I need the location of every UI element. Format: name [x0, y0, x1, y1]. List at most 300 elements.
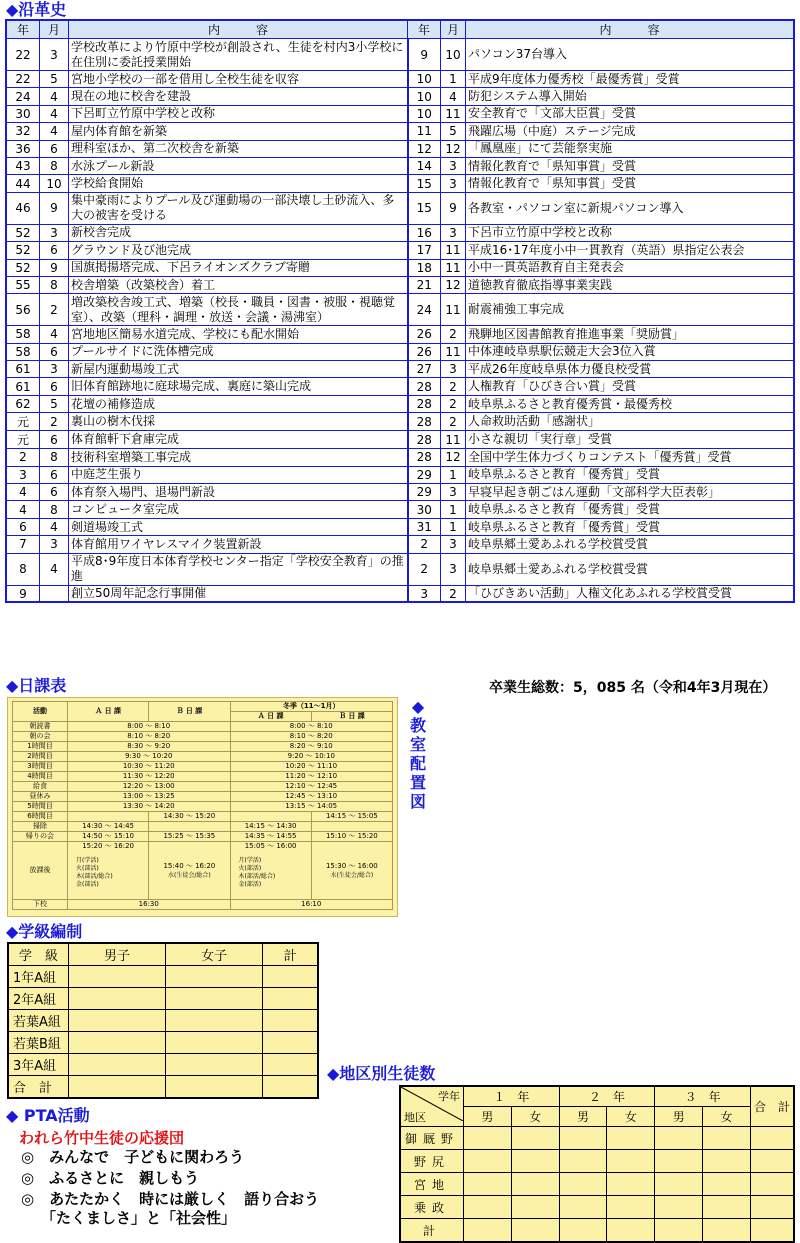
history-content: 校舎増築（改築校舎）着工 — [69, 276, 408, 293]
history-content: 剣道場竣工式 — [69, 518, 408, 535]
schedule-row — [13, 802, 393, 812]
district-count-cell — [511, 1219, 559, 1243]
sub-3: 女 — [607, 1107, 655, 1127]
history-year-2: 30 — [408, 501, 441, 518]
sch-after-act: 放課後 — [13, 842, 68, 900]
sch-activity: 昼休み — [13, 792, 68, 802]
history-year-2: 28 — [408, 378, 441, 395]
history-month-2: 4 — [441, 88, 466, 105]
sch-time-winter: 12:45 ～ 13:10 — [230, 792, 393, 802]
history-content: 理科室ほか、第二次校舎を新築 — [69, 140, 408, 157]
history-year: 52 — [6, 259, 40, 276]
district-count-cell — [703, 1196, 751, 1219]
district-count-cell — [751, 1150, 795, 1173]
history-month: 4 — [40, 326, 69, 343]
history-year-2: 10 — [408, 71, 441, 88]
history-month: 6 — [40, 140, 69, 157]
district-count-cell — [511, 1173, 559, 1196]
sch-h-wa: Ａ 日 課 — [230, 712, 311, 722]
sch-after-wa-l2: 木(部活/総合) — [238, 873, 276, 880]
history-month: 10 — [40, 175, 69, 192]
history-row — [6, 553, 794, 585]
history-month: 3 — [40, 361, 69, 378]
history-row — [6, 413, 794, 431]
cls-h3: 計 — [263, 943, 318, 966]
history-content: 水泳プール新設 — [69, 157, 408, 174]
sch-clean-a: 14:30 ～ 14:45 — [68, 822, 149, 832]
history-content-2: 岐阜県ふるさと教育「優秀賞」受賞 — [466, 501, 795, 518]
sub-1: 女 — [511, 1107, 559, 1127]
history-year: 62 — [6, 395, 40, 412]
h-year: 年 — [6, 20, 40, 39]
history-month-2: 11 — [441, 343, 466, 360]
history-content-2: 小さな親切「実行章」受賞 — [466, 431, 795, 449]
history-content-2: 小中一貫英語教育自主発表会 — [466, 259, 795, 276]
district-count-cell — [464, 1219, 512, 1243]
history-month-2: 11 — [441, 105, 466, 122]
history-title: ◆沿革史 — [6, 0, 67, 19]
history-content-2: 飛躍広場（中庭）ステージ完成 — [466, 123, 795, 140]
class-count-cell — [263, 966, 318, 988]
history-year-2: 26 — [408, 326, 441, 343]
history-year-2: 15 — [408, 175, 441, 192]
history-row — [6, 224, 794, 241]
district-row — [400, 1127, 794, 1150]
class-count-cell — [263, 988, 318, 1010]
history-month: 9 — [40, 192, 69, 224]
history-year: 22 — [6, 71, 40, 88]
class-count-cell — [69, 1054, 166, 1076]
sch-after-wb-time: 15:30 ～ 16:00 — [325, 861, 378, 870]
history-year: 58 — [6, 326, 40, 343]
history-month: 4 — [40, 105, 69, 122]
class-count-cell — [166, 988, 263, 1010]
class-count-cell — [69, 1032, 166, 1054]
history-row — [6, 484, 794, 501]
sch-home-wb: 15:10 ～ 15:20 — [311, 832, 392, 842]
history-year-2: 15 — [408, 192, 441, 224]
history-month-2: 11 — [441, 259, 466, 276]
history-content: 創立50周年記念行事開催 — [69, 585, 408, 602]
history-row — [6, 449, 794, 466]
history-year-2: 10 — [408, 88, 441, 105]
sch-time: 13:30 ～ 14:20 — [68, 802, 231, 812]
history-year-2: 29 — [408, 466, 441, 483]
district-count-cell — [559, 1150, 607, 1173]
history-year: 32 — [6, 123, 40, 140]
classroom-c1: 教 — [409, 716, 426, 735]
history-month-2: 11 — [441, 431, 466, 449]
sch-h-activity: 活動 — [13, 702, 68, 722]
sch-after-a — [68, 842, 149, 900]
sch-after-b — [149, 842, 230, 900]
history-month-2: 3 — [441, 361, 466, 378]
h-month-2: 月 — [441, 20, 466, 39]
history-month-2: 9 — [441, 192, 466, 224]
history-content: 宮地地区簡易水道完成、学校にも配水開始 — [69, 326, 408, 343]
class-count-cell — [166, 1054, 263, 1076]
history-year-2: 12 — [408, 140, 441, 157]
class-count-cell — [166, 1010, 263, 1032]
district-count-cell — [464, 1196, 512, 1219]
history-year: 元 — [6, 431, 40, 449]
district-count-cell — [655, 1196, 703, 1219]
history-year: 61 — [6, 361, 40, 378]
history-month: 4 — [40, 518, 69, 535]
sch-r6-act: 6時間目 — [13, 812, 68, 822]
class-count-cell — [166, 966, 263, 988]
history-year-2: 29 — [408, 484, 441, 501]
class-row — [8, 966, 318, 988]
class-count-cell — [69, 1010, 166, 1032]
sch-r6-wb: 14:15 ～ 15:05 — [311, 812, 392, 822]
schedule-row — [13, 772, 393, 782]
district-corner — [400, 1086, 464, 1127]
history-content-2: 人権教育「ひびき合い賞」受賞 — [466, 378, 795, 395]
graduate-total: 卒業生総数：5，085 名（令和4年3月現在） — [489, 680, 777, 696]
history-month: 5 — [40, 71, 69, 88]
history-year-2: 3 — [408, 585, 441, 602]
history-month-2: 2 — [441, 413, 466, 431]
history-content-2: 下呂市立竹原中学校と改称 — [466, 224, 795, 241]
history-row — [6, 431, 794, 449]
cls-h0: 学 級 — [8, 943, 69, 966]
district-row — [400, 1196, 794, 1219]
classes-table — [7, 942, 319, 1099]
history-content: グラウンド及び池完成 — [69, 242, 408, 259]
district-count-cell — [703, 1127, 751, 1150]
history-table — [5, 19, 795, 603]
class-label: 3年A組 — [8, 1054, 69, 1076]
class-count-cell — [263, 1076, 318, 1099]
district-label: 御厩野 — [400, 1127, 464, 1150]
history-row — [6, 395, 794, 412]
history-row — [6, 585, 794, 602]
schedule-row — [13, 722, 393, 732]
sch-time: 8:00 ～ 8:10 — [68, 722, 231, 732]
schedule-title: ◆日課表 — [6, 676, 67, 695]
history-year: 58 — [6, 343, 40, 360]
sch-time-winter: 8:20 ～ 9:10 — [230, 742, 393, 752]
history-content-2: 岐阜県ふるさと教育優秀賞・最優秀校 — [466, 395, 795, 412]
history-year: 7 — [6, 536, 40, 553]
sch-after-wa — [230, 842, 311, 900]
class-label: 1年A組 — [8, 966, 69, 988]
history-content-2: 全国中学生体力づくりコンテスト「優秀賞」受賞 — [466, 449, 795, 466]
history-content-2: 平成16･17年度小中一貫教育（英語）県指定公表会 — [466, 242, 795, 259]
history-month: 2 — [40, 294, 69, 326]
district-count-cell — [607, 1127, 655, 1150]
history-month-2: 3 — [441, 175, 466, 192]
sch-after-wb-note: 水(生徒会/総合) — [330, 871, 374, 879]
sch-activity: 5時間目 — [13, 802, 68, 812]
district-count-cell — [703, 1219, 751, 1243]
cls-h2: 女子 — [166, 943, 263, 966]
history-month: 4 — [40, 553, 69, 585]
district-count-cell — [655, 1127, 703, 1150]
history-month-2: 11 — [441, 242, 466, 259]
class-count-cell — [166, 1032, 263, 1054]
sch-h-winter: 冬季（11～1月） — [230, 702, 393, 712]
history-row — [6, 88, 794, 105]
history-month: 6 — [40, 431, 69, 449]
sch-home-act: 帰りの会 — [13, 832, 68, 842]
sub-2: 男 — [559, 1107, 607, 1127]
sch-time-winter: 11:20 ～ 12:10 — [230, 772, 393, 782]
class-label: 若葉A組 — [8, 1010, 69, 1032]
schedule-row — [13, 732, 393, 742]
history-content-2: 岐阜県ふるさと教育「優秀賞」受賞 — [466, 466, 795, 483]
cls-h1: 男子 — [69, 943, 166, 966]
history-month: 6 — [40, 378, 69, 395]
district-count-cell — [751, 1219, 795, 1243]
sch-after-wa-l0: 月(学活) — [238, 857, 262, 864]
history-year: 52 — [6, 224, 40, 241]
sch-time: 11:30 ～ 12:20 — [68, 772, 231, 782]
history-year: 元 — [6, 413, 40, 431]
sch-activity: 給食 — [13, 782, 68, 792]
sch-clean-wa: 14:15 ～ 14:30 — [230, 822, 311, 832]
sch-after-a-time: 15:20 ～ 16:20 — [82, 842, 135, 850]
history-year: 46 — [6, 192, 40, 224]
district-title: ◆地区別生徒数 — [327, 1064, 436, 1083]
history-content: 学校改革により竹原中学校が創設され、生徒を村内3小学校に在住別に委託授業開始 — [69, 39, 408, 71]
classes-title: ◆学級編制 — [6, 922, 83, 941]
history-row — [6, 71, 794, 88]
history-content-2: 情報化教育で「県知事賞」受賞 — [466, 175, 795, 192]
history-row — [6, 175, 794, 192]
history-content-2: 各教室・パソコン室に新規パソコン導入 — [466, 192, 795, 224]
history-month: 6 — [40, 484, 69, 501]
history-row — [6, 466, 794, 483]
history-year: 24 — [6, 88, 40, 105]
sch-r6-wa — [230, 812, 311, 822]
history-content: 国旗掲揚塔完成、下呂ライオンズクラブ寄贈 — [69, 259, 408, 276]
district-count-cell — [607, 1219, 655, 1243]
history-content: プールサイドに洗体槽完成 — [69, 343, 408, 360]
sch-activity: 3時間目 — [13, 762, 68, 772]
history-year: 4 — [6, 484, 40, 501]
history-content: 下呂町立竹原中学校と改称 — [69, 105, 408, 122]
district-label: 計 — [400, 1219, 464, 1243]
history-row — [6, 39, 794, 71]
district-count-cell — [559, 1219, 607, 1243]
district-count-cell — [655, 1173, 703, 1196]
sch-time: 8:30 ～ 9:20 — [68, 742, 231, 752]
history-content-2: 岐阜県郷土愛あふれる学校賞受賞 — [466, 536, 795, 553]
history-month-2: 3 — [441, 536, 466, 553]
history-year-2: 26 — [408, 343, 441, 360]
schedule-row — [13, 752, 393, 762]
history-month: 8 — [40, 157, 69, 174]
class-count-cell — [263, 1010, 318, 1032]
district-row — [400, 1173, 794, 1196]
district-count-cell — [751, 1173, 795, 1196]
history-month-2: 3 — [441, 553, 466, 585]
sch-after-a-l1: 火(部活) — [76, 865, 99, 872]
class-label: 若葉B組 — [8, 1032, 69, 1054]
sch-activity: 2時間目 — [13, 752, 68, 762]
history-year-2: 21 — [408, 276, 441, 293]
classroom-c4: 置 — [409, 773, 426, 792]
classroom-c2: 室 — [409, 735, 426, 754]
classroom-c0: ◆ — [411, 697, 425, 716]
sch-leave-winter: 16:10 — [230, 900, 393, 910]
district-row — [400, 1150, 794, 1173]
schedule-panel — [7, 697, 398, 917]
sch-after-wa-time: 15:05 ～ 16:00 — [244, 842, 297, 850]
sch-time: 13:00 ～ 13:25 — [68, 792, 231, 802]
history-content-2: 耐震補強工事完成 — [466, 294, 795, 326]
history-year-2: 14 — [408, 157, 441, 174]
grade-1: １ 年 — [464, 1086, 560, 1107]
history-month-2: 5 — [441, 123, 466, 140]
district-count-cell — [464, 1173, 512, 1196]
history-month-2: 1 — [441, 466, 466, 483]
district-count-cell — [607, 1173, 655, 1196]
history-year-2: 11 — [408, 123, 441, 140]
grade-2: ２ 年 — [559, 1086, 655, 1107]
class-row — [8, 988, 318, 1010]
sch-after-a-l3: 金(部活) — [76, 881, 99, 888]
history-content-2: 飛騨地区図書館教育推進事業「奨励賞」 — [466, 326, 795, 343]
history-content: 花壇の補修造成 — [69, 395, 408, 412]
sch-activity: 朝読書 — [13, 722, 68, 732]
history-month-2: 12 — [441, 276, 466, 293]
class-row — [8, 1032, 318, 1054]
corner-area: 地区 — [404, 1111, 426, 1124]
history-year: 4 — [6, 501, 40, 518]
history-content: 集中豪雨によりプール及び運動場の一部決壊し土砂流入、多大の被害を受ける — [69, 192, 408, 224]
history-content-2: 岐阜県郷土愛あふれる学校賞受賞 — [466, 553, 795, 585]
history-year: 6 — [6, 518, 40, 535]
sch-clean-wb — [311, 822, 392, 832]
history-year: 22 — [6, 39, 40, 71]
history-content: 宮地小学校の一部を借用し全校生徒を収容 — [69, 71, 408, 88]
history-content: 学校給食開始 — [69, 175, 408, 192]
history-month-2: 11 — [441, 294, 466, 326]
district-total-h: 合 計 — [751, 1086, 795, 1127]
history-month: 4 — [40, 123, 69, 140]
history-content: 裏山の樹木伐採 — [69, 413, 408, 431]
district-row — [400, 1219, 794, 1243]
history-year-2: 2 — [408, 536, 441, 553]
history-month-2: 2 — [441, 395, 466, 412]
sch-time-winter: 9:20 ～ 10:10 — [230, 752, 393, 762]
history-year-2: 9 — [408, 39, 441, 71]
district-count-cell — [655, 1150, 703, 1173]
class-count-cell — [166, 1076, 263, 1099]
history-month-2: 2 — [441, 585, 466, 602]
district-count-cell — [511, 1127, 559, 1150]
class-label: 合 計 — [8, 1076, 69, 1099]
history-content: 体育館用ワイヤレスマイク装置新設 — [69, 536, 408, 553]
class-count-cell — [69, 988, 166, 1010]
history-content-2: 道徳教育徹底指導事業実践 — [466, 276, 795, 293]
history-row — [6, 378, 794, 395]
history-content-2: 岐阜県ふるさと教育「優秀賞」受賞 — [466, 518, 795, 535]
sch-home-b: 15:25 ～ 15:35 — [149, 832, 230, 842]
history-month: 5 — [40, 395, 69, 412]
history-content: 中庭芝生張り — [69, 466, 408, 483]
history-month-2: 12 — [441, 140, 466, 157]
history-content-2: 早寝早起き朝ごはん運動「文部科学大臣表彰」 — [466, 484, 795, 501]
history-year-2: 27 — [408, 361, 441, 378]
sch-clean-act: 掃除 — [13, 822, 68, 832]
history-row — [6, 105, 794, 122]
history-year-2: 24 — [408, 294, 441, 326]
history-row — [6, 157, 794, 174]
sch-time-winter: 8:10 ～ 8:20 — [230, 732, 393, 742]
history-year-2: 28 — [408, 413, 441, 431]
district-label: 乗政 — [400, 1196, 464, 1219]
history-month: 6 — [40, 466, 69, 483]
corner-grade: 学年 — [438, 1090, 460, 1103]
district-count-cell — [464, 1150, 512, 1173]
history-content: 屋内体育館を新築 — [69, 123, 408, 140]
history-year: 36 — [6, 140, 40, 157]
sch-time-winter: 8:00 ～ 8:10 — [230, 722, 393, 732]
history-month-2: 2 — [441, 378, 466, 395]
history-content: 新屋内運動場竣工式 — [69, 361, 408, 378]
sch-clean-b — [149, 822, 230, 832]
class-count-cell — [69, 966, 166, 988]
schedule-row — [13, 742, 393, 752]
sch-time: 12:20 ～ 13:00 — [68, 782, 231, 792]
history-row — [6, 343, 794, 360]
classroom-title — [409, 697, 427, 811]
sch-home-wa: 14:35 ～ 14:55 — [230, 832, 311, 842]
schedule-row — [13, 792, 393, 802]
sch-leave-main: 16:30 — [68, 900, 231, 910]
sch-activity: 4時間目 — [13, 772, 68, 782]
pta-footer: 「たくましさ」と「社会性」 — [41, 1209, 237, 1227]
classroom-c5: 図 — [409, 792, 426, 811]
history-year: 52 — [6, 242, 40, 259]
history-month: 8 — [40, 276, 69, 293]
history-row — [6, 361, 794, 378]
history-month: 3 — [40, 536, 69, 553]
district-count-cell — [655, 1219, 703, 1243]
history-content-2: 平成9年度体力優秀校「最優秀賞」受賞 — [466, 71, 795, 88]
history-content: 体育祭入場門、退場門新設 — [69, 484, 408, 501]
district-count-cell — [559, 1173, 607, 1196]
district-count-cell — [511, 1150, 559, 1173]
sch-time: 9:30 ～ 10:20 — [68, 752, 231, 762]
history-month: 8 — [40, 501, 69, 518]
history-year-2: 28 — [408, 395, 441, 412]
class-row — [8, 1010, 318, 1032]
history-content: 現在の地に校舎を建設 — [69, 88, 408, 105]
schedule-body — [13, 722, 393, 812]
district-count-cell — [703, 1173, 751, 1196]
history-year: 9 — [6, 585, 40, 602]
h-month: 月 — [40, 20, 69, 39]
history-content-2: 「ひびきあい活動」人権文化あふれる学校賞受賞 — [466, 585, 795, 602]
history-year: 2 — [6, 449, 40, 466]
history-month-2: 2 — [441, 326, 466, 343]
history-year: 3 — [6, 466, 40, 483]
district-count-cell — [751, 1196, 795, 1219]
sub-4: 男 — [655, 1107, 703, 1127]
grade-3: ３ 年 — [655, 1086, 751, 1107]
pta-subtitle: われら竹中生徒の応援団 — [19, 1129, 185, 1147]
district-count-cell — [703, 1150, 751, 1173]
district-label: 宮地 — [400, 1173, 464, 1196]
district-count-cell — [607, 1150, 655, 1173]
class-label: 2年A組 — [8, 988, 69, 1010]
history-content: コンピュータ室完成 — [69, 501, 408, 518]
